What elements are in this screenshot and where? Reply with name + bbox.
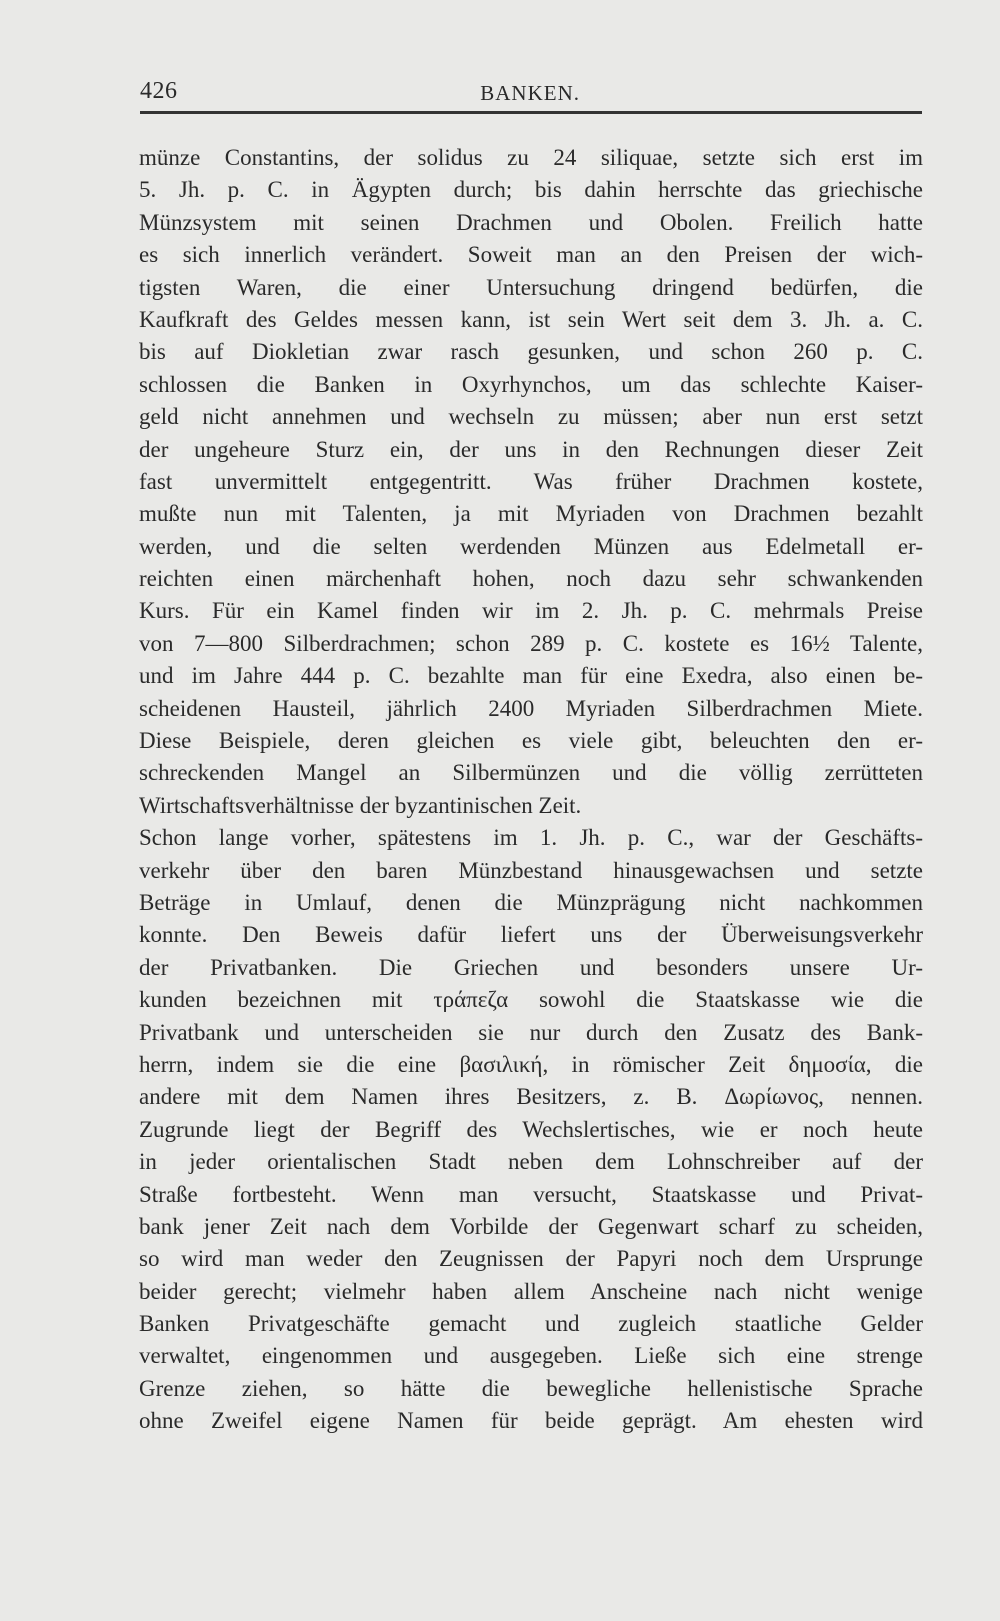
text-line: kunden bezeichnen mit τράπεζα sowohl die Staatskasse wie die [139,987,923,1013]
text-line: ohne Zweifel eigene Namen für beide geprägt. Am ehesten wird [139,1408,923,1434]
header-rule [140,111,922,114]
text-line: Banken Privatgeschäfte gemacht und zugleich staatliche Gelder [139,1311,923,1337]
text-line: scheidenen Hausteil, jährlich 2400 Myriaden Silberdrachmen Miete. [139,695,923,721]
text-line: und im Jahre 444 p. C. bezahlte man für eine Exedra, also einen be- [139,663,923,689]
text-line: der ungeheure Sturz ein, der uns in den Rechnungen dieser Zeit [139,436,923,462]
running-head: BANKEN. [480,81,580,105]
text-line: fast unvermittelt entgegentritt. Was früher Drachmen kostete, [139,468,923,494]
text-line: in jeder orientalischen Stadt neben dem Lohnschreiber auf der [139,1149,923,1175]
text-line: bank jener Zeit nach dem Vorbilde der Gegenwart scharf zu scheiden, [139,1213,923,1239]
text-line: verkehr über den baren Münzbestand hinausgewachsen und setzte [139,857,923,883]
text-line: schlossen die Banken in Oxyrhynchos, um das schlechte Kaiser- [139,371,923,397]
text-line: der Privatbanken. Die Griechen und besonders unsere Ur- [139,954,923,980]
text-line: tigsten Waren, die einer Untersuchung dringend bedürfen, die [139,274,923,300]
text-line: Wirtschaftsverhältnisse der byzantinischen Zeit. [139,792,582,818]
text-line: von 7—800 Silberdrachmen; schon 289 p. C. kostete es 16½ Talente, [139,630,923,656]
text-line: werden, und die selten werdenden Münzen aus Edelmetall er- [139,533,923,559]
text-line: Kaufkraft des Geldes messen kann, ist sein Wert seit dem 3. Jh. a. C. [139,306,923,332]
text-line: geld nicht annehmen und wechseln zu müssen; aber nun erst setzt [139,404,923,430]
text-line: Kurs. Für ein Kamel finden wir im 2. Jh. p. C. mehrmals Preise [139,598,923,624]
text-line: konnte. Den Beweis dafür liefert uns der Überweisungsverkehr [139,922,923,948]
text-line: beider gerecht; vielmehr haben allem Anscheine nach nicht wenige [139,1278,923,1304]
text-line: Privatbank und unterscheiden sie nur durch den Zusatz des Bank- [139,1019,923,1045]
text-line: Münzsystem mit seinen Drachmen und Obolen. Freilich hatte [139,209,923,235]
text-line: Grenze ziehen, so hätte die bewegliche hellenistische Sprache [139,1375,923,1401]
text-line: verwaltet, eingenommen und ausgegeben. Ließe sich eine strenge [139,1343,923,1369]
text-line: reichten einen märchenhaft hohen, noch dazu sehr schwankenden [139,566,923,592]
text-line: Beträge in Umlauf, denen die Münzprägung nicht nachkommen [139,889,923,915]
text-line: andere mit dem Namen ihres Besitzers, z. B. Δωρίωνος, nennen. [139,1084,923,1110]
text-line: Diese Beispiele, deren gleichen es viele gibt, beleuchten den er- [139,728,923,754]
text-line: Straße fortbesteht. Wenn man versucht, Staatskasse und Privat- [139,1181,923,1207]
text-line: 5. Jh. p. C. in Ägypten durch; bis dahin herrschte das griechische [139,177,923,203]
text-line: es sich innerlich verändert. Soweit man an den Preisen der wich- [139,242,923,268]
text-line: so wird man weder den Zeugnissen der Papyri noch dem Ursprunge [139,1246,923,1272]
text-line: bis auf Diokletian zwar rasch gesunken, und schon 260 p. C. [139,339,923,365]
text-line: Schon lange vorher, spätestens im 1. Jh. p. C., war der Geschäfts- [139,825,923,851]
body-text [139,142,923,1438]
text-line: herrn, indem sie die eine βασιλική, in römischer Zeit δημοσία, die [139,1051,923,1077]
text-line: münze Constantins, der solidus zu 24 siliquae, setzte sich erst im [139,145,923,170]
text-line: schreckenden Mangel an Silbermünzen und die völlig zerrütteten [139,760,923,786]
page-header [140,76,920,110]
text-line: Zugrunde liegt der Begriff des Wechslertisches, wie er noch heute [139,1116,923,1142]
text-line: mußte nun mit Talenten, ja mit Myriaden von Drachmen bezahlt [139,501,923,527]
page-number: 426 [140,78,178,104]
